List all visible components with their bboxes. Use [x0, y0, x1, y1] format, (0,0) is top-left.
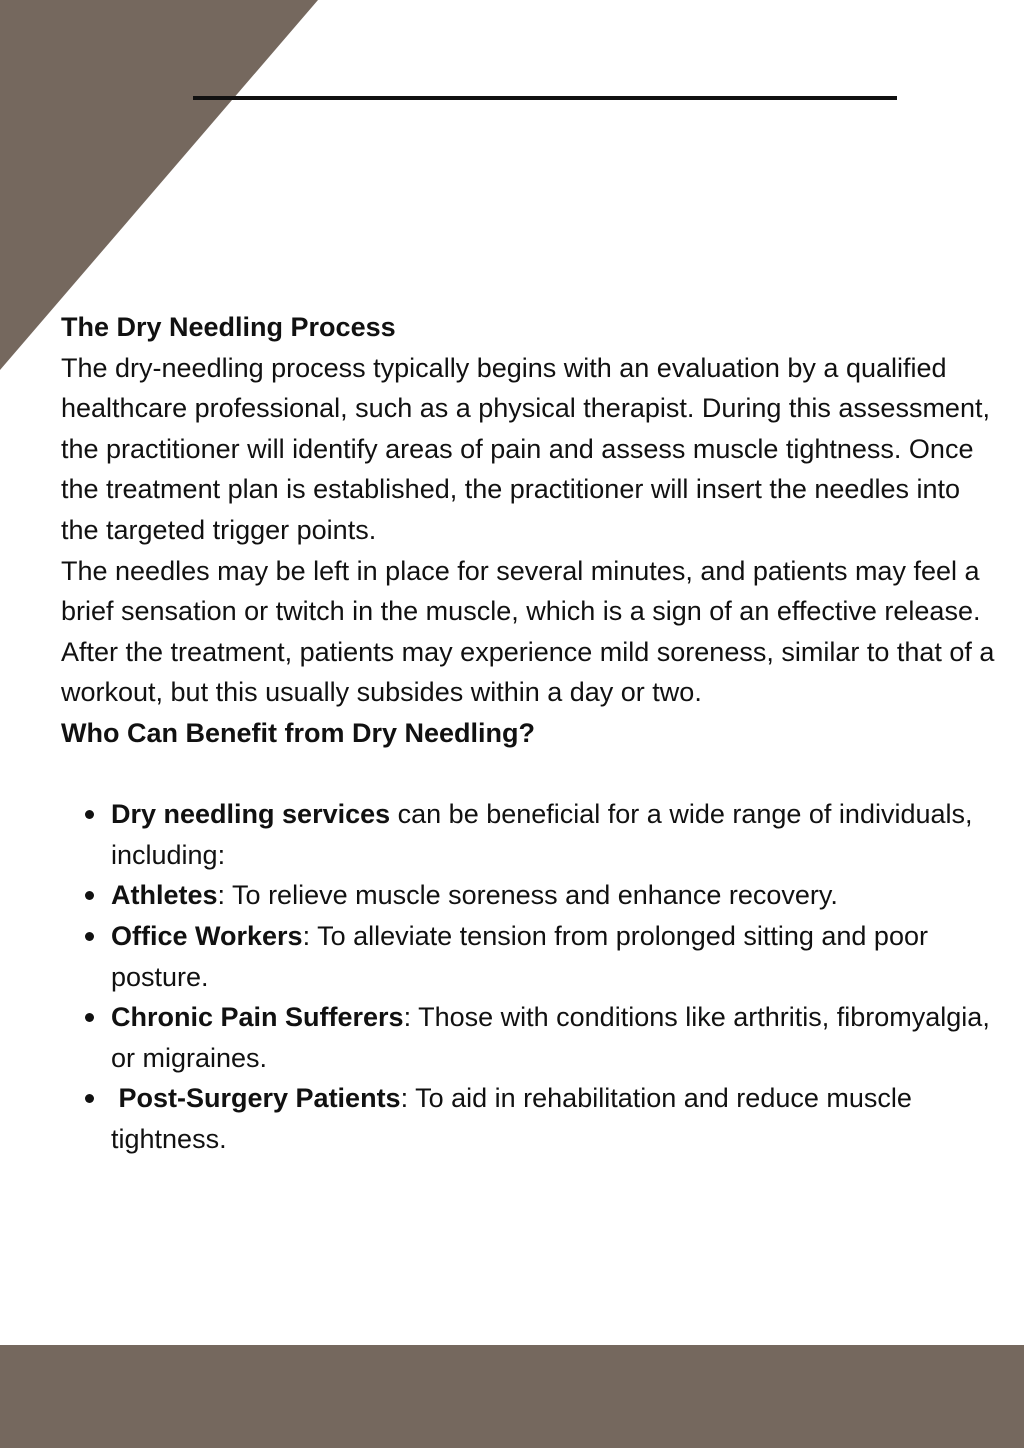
list-item-bold: Post-Surgery Patients	[111, 1083, 401, 1114]
benefit-list	[61, 794, 1001, 1159]
paragraph-evaluation: The dry-needling process typically begins with an evaluation by a qualified healthcare professional, such as a physical therapist. During this assessment, the practitioner will identify areas of pain and assess muscle tightness. Once the treatment plan is established, the practitioner will insert the needles into the targeted trigger points.	[61, 352, 990, 545]
list-item	[111, 997, 1001, 1078]
list-item	[111, 794, 1001, 875]
document-body	[61, 307, 1001, 1159]
list-item-bold: Dry needling services	[111, 799, 391, 830]
section-heading-process: The Dry Needling Process	[61, 312, 396, 342]
bullet-icon	[85, 1094, 94, 1103]
list-item-text: : To alleviate tension from prolonged sitting and poor posture.	[111, 920, 928, 992]
bullet-icon	[85, 891, 94, 900]
bullet-icon	[85, 1013, 94, 1022]
list-item-bold: Chronic Pain Sufferers	[111, 1002, 404, 1033]
list-item-text: : Those with conditions like arthritis, fibromyalgia, or migraines.	[111, 1002, 990, 1073]
list-item	[111, 916, 1001, 997]
top-rule-divider	[193, 96, 897, 100]
bullet-icon	[85, 810, 94, 819]
footer-band	[0, 1345, 1024, 1448]
section-heading-benefits: Who Can Benefit from Dry Needling?	[61, 717, 536, 748]
list-item-bold: Athletes	[111, 880, 218, 911]
list-item-text: : To aid in rehabilitation and reduce muscle tightness.	[111, 1083, 912, 1154]
list-item-bold: Office Workers	[111, 920, 303, 951]
paragraph-needles: The needles may be left in place for several minutes, and patients may feel a brief sensation or twitch in the muscle, which is a sign of an effective release. After the treatment, patients may experience mild soreness, similar to that of a workout, but this usually subsides within a day or two.	[61, 555, 995, 708]
list-item-text: : To relieve muscle soreness and enhance recovery.	[217, 880, 838, 911]
bullet-icon	[85, 932, 94, 941]
list-item	[111, 875, 1001, 916]
spacer	[61, 754, 1001, 795]
list-item	[111, 1078, 1001, 1159]
list-item-text: can be beneficial for a wide range of individuals, including:	[111, 799, 973, 870]
